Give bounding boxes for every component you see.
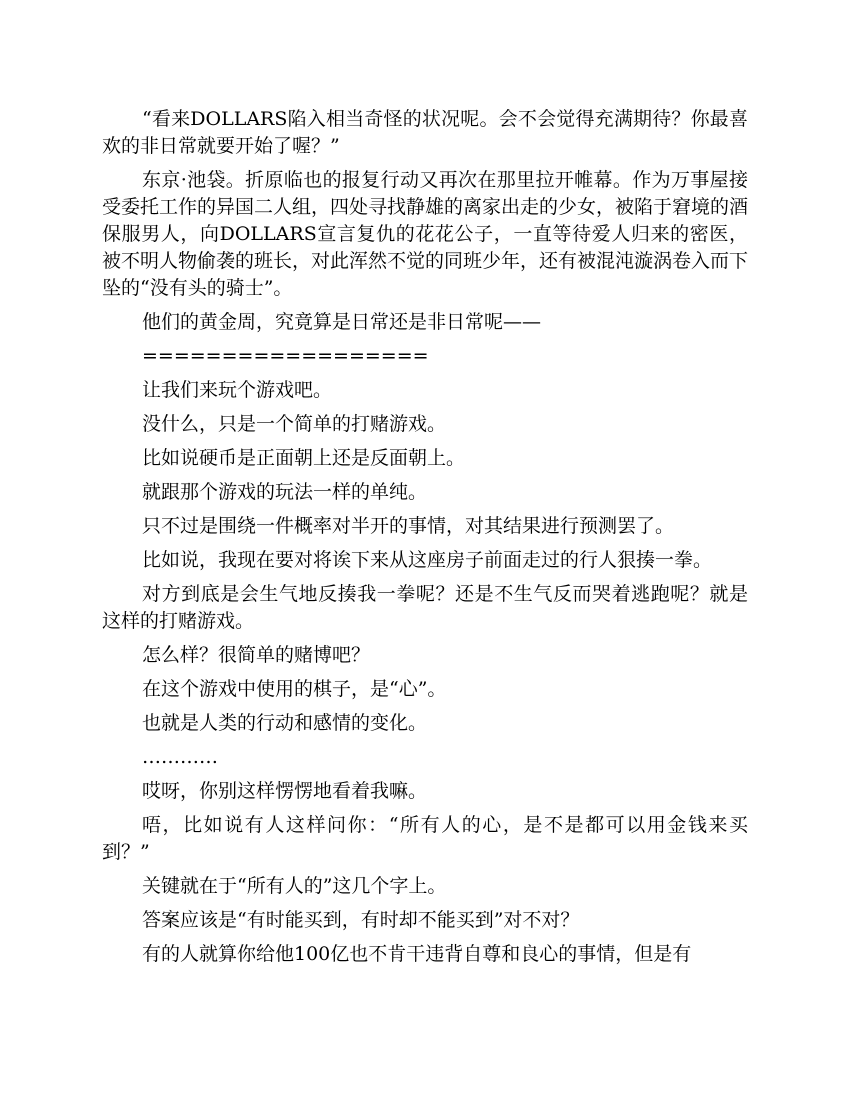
paragraph-coin: 比如说硬币是正面朝上还是反面朝上。 bbox=[142, 447, 466, 469]
paragraph-human-emotion: 也就是人类的行动和感情的变化。 bbox=[142, 712, 428, 734]
paragraph-ellipsis: ………… bbox=[142, 746, 218, 768]
paragraph-teaser-quote: “看来DOLLARS陷入相当奇怪的状况呢。会不会觉得充满期待？你最喜欢的非日常就要开始了喔？” bbox=[102, 108, 748, 157]
paragraph-ten-billion: 有的人就算你给他100亿也不肯干违背自尊和良心的事情，但是有 bbox=[142, 943, 692, 965]
paragraph-punch-example: 比如说，我现在要对将诶下来从这座房子前面走过的行人狠揍一拳。 bbox=[142, 549, 713, 571]
paragraph-money-question: 唔，比如说有人这样问你：“所有人的心，是不是都可以用金钱来买到？” bbox=[102, 814, 748, 863]
paragraph-reaction: 对方到底是会生气地反揍我一拳呢？还是不生气反而哭着逃跑呢？就是这样的打赌游戏。 bbox=[102, 583, 748, 632]
paragraph-lets-play: 让我们来玩个游戏吧。 bbox=[142, 379, 333, 401]
paragraph-key-words: 关键就在于“所有人的”这几个字上。 bbox=[142, 875, 447, 897]
paragraph-answer: 答案应该是“有时能买到，有时却不能买到”对不对？ bbox=[142, 909, 580, 931]
paragraph-dont-stare: 哎呀，你别这样愣愣地看着我嘛。 bbox=[142, 780, 428, 802]
paragraph-easy-gamble: 怎么样？很简单的赌博吧？ bbox=[142, 644, 371, 666]
separator-line: ================== bbox=[142, 345, 429, 367]
paragraph-golden-week: 他们的黄金周，究竟算是日常还是非日常呢—— bbox=[142, 311, 542, 333]
paragraph-fifty-fifty: 只不过是围绕一件概率对半开的事情，对其结果进行预测罢了。 bbox=[142, 515, 675, 537]
document-page bbox=[102, 106, 748, 975]
paragraph-simple-bet: 没什么，只是一个简单的打赌游戏。 bbox=[142, 413, 447, 435]
paragraph-heart-piece: 在这个游戏中使用的棋子，是“心”。 bbox=[142, 678, 447, 700]
paragraph-same-rules: 就跟那个游戏的玩法一样的单纯。 bbox=[142, 481, 428, 503]
paragraph-synopsis: 东京·池袋。折原临也的报复行动又再次在那里拉开帷幕。作为万事屋接受委托工作的异国二人组，四处寻找静雄的离家出走的少女，被陷于窘境的酒保服男人，向DOLLARS宣言复仇的花花公子，一直等待爱人归来的密医，被不明人物偷袭的班长，对此浑然不觉的同班少年，还有被混沌漩涡卷入而下坠的“没有头的骑士”。 bbox=[102, 169, 749, 299]
